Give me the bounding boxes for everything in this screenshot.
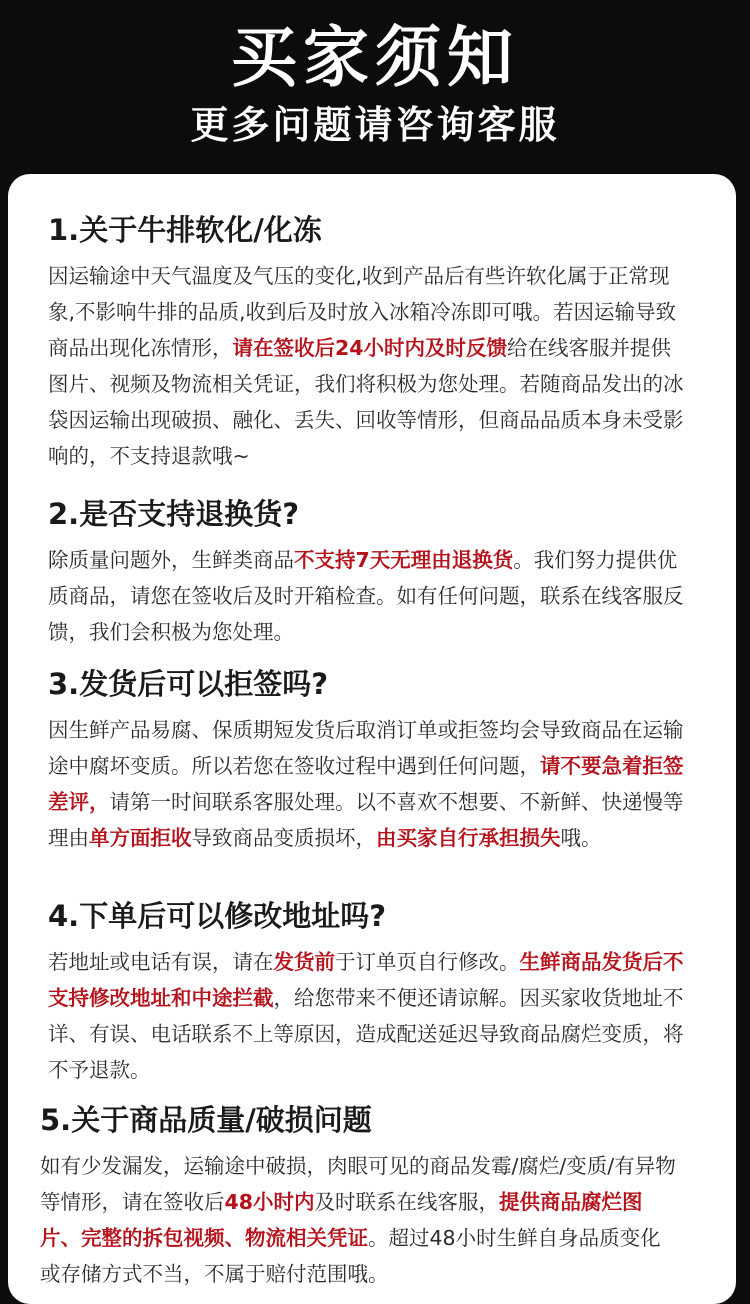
section-quality [40, 1100, 680, 1292]
section-body [48, 542, 688, 650]
body-text: 导致商品变质损坏， [191, 826, 376, 850]
highlight-text: 提供商品腐烂图片、完整的拆包视频、物流相关凭证 [40, 1190, 643, 1250]
section-title: 4.下单后可以修改地址吗? [48, 899, 387, 933]
body-text: 及时联系在线客服， [314, 1190, 500, 1214]
section-body [48, 258, 688, 474]
body-text: 因运输途中天气温度及气压的变化,收到产品后有些许软化属于正常现象,不影响牛排的品质,收到后及时放入冰箱冷冻即可哦。若因运输导致商品出现化冻情形， [48, 264, 677, 360]
body-text: 若地址或电话有误，请在 [48, 950, 274, 974]
body-text: 。超过48小时生鲜自身品质变化或存储方式不当，不属于赔付范围哦。 [40, 1226, 661, 1286]
header [0, 0, 750, 175]
section-title: 1.关于牛排软化/化冻 [48, 213, 322, 247]
highlight-text: 发货前 [273, 950, 335, 974]
body-text: 因生鲜产品易腐、保质期短发货后取消订单或拒签均会导致商品在运输途中腐坏变质。所以若您在签收过程中遇到任何问题， [48, 718, 684, 778]
section-reject [48, 664, 688, 856]
highlight-text: 生鲜商品发货后不支持修改地址和中途拦截 [48, 950, 684, 1010]
section-title: 2.是否支持退换货? [48, 497, 300, 531]
body-text: 于订单页自行修改。 [335, 950, 520, 974]
section-returns [48, 494, 688, 650]
body-text: 哦。 [560, 826, 602, 850]
section-title: 5.关于商品质量/破损问题 [40, 1103, 372, 1137]
body-text: 请第一时间联系客服处理。以不喜欢不想要、不新鲜、快递慢等理由 [48, 790, 684, 850]
highlight-text: 请不要急着拒签差评， [48, 754, 684, 814]
highlight-text: 不支持7天无理由退换货 [294, 548, 514, 572]
highlight-text: 由买家自行承担损失 [376, 826, 561, 850]
section-softening [48, 210, 688, 474]
page-subtitle: 更多问题请咨询客服 [190, 103, 560, 147]
section-title: 3.发货后可以拒签吗? [48, 667, 329, 701]
page-title: 买家须知 [231, 19, 519, 96]
body-text: 除质量问题外，生鲜类商品 [48, 548, 294, 572]
highlight-text: 单方面拒收 [89, 826, 192, 850]
section-body [40, 1148, 680, 1292]
section-body [48, 712, 688, 856]
highlight-text: 48小时内 [224, 1190, 315, 1214]
section-address [48, 896, 688, 1088]
highlight-text: 请在签收后24小时内及时反馈 [232, 336, 508, 360]
notice-card [8, 174, 736, 1304]
body-text: 给在线客服并提供图片、视频及物流相关凭证，我们将积极为您处理。若随商品发出的冰袋因运输出现破损、融化、丢失、回收等情形，但商品品质本身未受影响的，不支持退款哦~ [48, 336, 684, 468]
body-text: ，给您带来不便还请谅解。因买家收货地址不详、有误、电话联系不上等原因，造成配送延迟导致商品腐烂变质，将不予退款。 [48, 986, 684, 1082]
section-body [48, 944, 688, 1088]
body-text: 。我们努力提供优质商品，请您在签收后及时开箱检查。如有任何问题，联系在线客服反馈，我们会积极为您处理。 [48, 548, 684, 644]
body-text: 如有少发漏发，运输途中破损，肉眼可见的商品发霉/腐烂/变质/有异物等情形，请在签收后 [40, 1154, 676, 1214]
